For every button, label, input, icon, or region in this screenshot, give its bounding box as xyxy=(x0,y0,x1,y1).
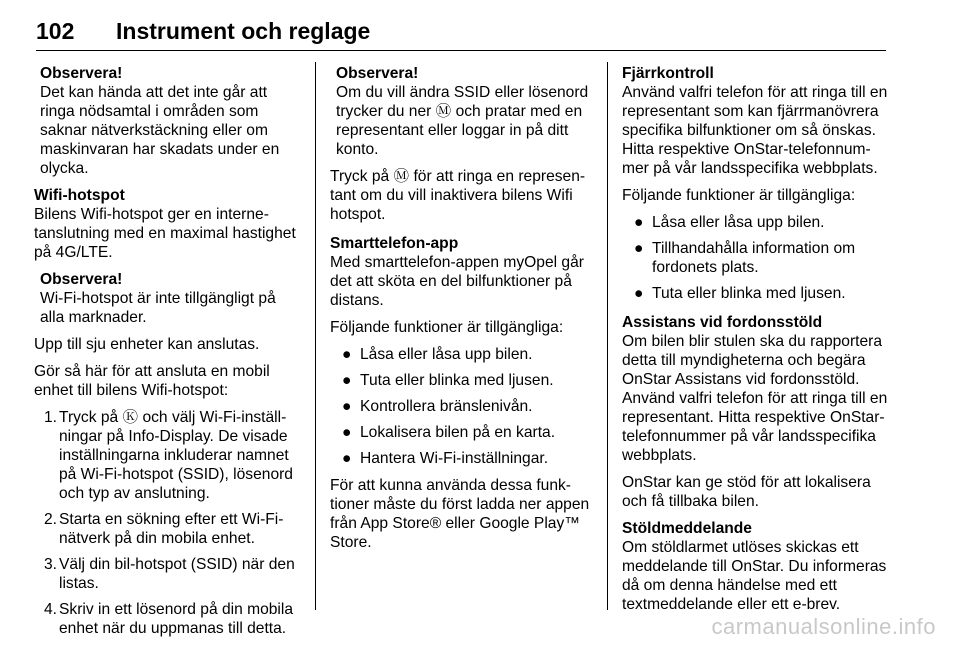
chapter-title: Instrument och reglage xyxy=(116,18,371,44)
bullet-icon: ● xyxy=(634,214,644,231)
note-title: Observera! xyxy=(40,271,123,288)
bullet-icon: ● xyxy=(634,240,644,257)
section-remote-control xyxy=(622,64,888,303)
steps-list xyxy=(34,408,298,638)
list-item xyxy=(34,555,298,593)
paragraph: Bilens Wifi-hotspot ger en internetanslutning med en maximal hastighet på 4G/LTE. xyxy=(34,206,296,261)
note-text: Om du vill ändra SSID eller lösenord trycker du ner Ⓜ och pratar med en representant eller loggar in på ditt konto. xyxy=(336,84,589,158)
bullet-icon: ● xyxy=(342,398,352,415)
page-header xyxy=(36,18,886,50)
column-2 xyxy=(330,64,596,560)
step-text: Välj din bil-hotspot (SSID) när den listas. xyxy=(59,556,295,592)
note-wifi-availability xyxy=(40,270,298,327)
bullet-icon: ● xyxy=(342,372,352,389)
list-item xyxy=(622,213,888,232)
paragraph: Upp till sju enheter kan anslutas. xyxy=(34,336,260,353)
section-title: Assistans vid fordonsstöld xyxy=(622,314,823,331)
step-number: 2. xyxy=(44,511,58,528)
step-number: 4. xyxy=(44,601,58,618)
paragraph: Om stöldlarmet utlöses skickas ett meddelande till OnStar. Du informeras då om denna händelse med ett textmeddelande eller ett e-brev. xyxy=(622,539,887,613)
paragraph: Med smarttelefon-appen myOpel går det att sköta en del bilfunktioner på distans. xyxy=(330,254,584,309)
column-3 xyxy=(622,64,888,622)
note-text: Det kan hända att det inte går att ringa nödsamtal i områden som saknar nätverkstäckning eller om maskinvaran har skadats under en olycka. xyxy=(40,84,280,177)
list-item xyxy=(34,408,298,503)
list-item xyxy=(330,371,596,390)
step-number: 3. xyxy=(44,556,58,573)
step-text: Skriv in ett lösenord på din mobila enhet när du uppmanas till detta. xyxy=(59,601,294,637)
list-item-text: Tuta eller blinka med ljusen. xyxy=(360,372,554,389)
list-item-text: Lokalisera bilen på en karta. xyxy=(360,424,556,441)
paragraph: Gör så här för att ansluta en mobil enhet till bilens Wifi-hotspot: xyxy=(34,363,270,399)
list-item-text: Tuta eller blinka med ljusen. xyxy=(652,285,846,302)
list-item xyxy=(330,423,596,442)
bullet-icon: ● xyxy=(342,346,352,363)
feature-list xyxy=(330,345,596,468)
paragraph: Om bilen blir stulen ska du rapportera detta till myndigheterna och begära OnStar Assistans vid fordonsstöld. Använd valfri telefon för att ringa till en representant. Hitta respektive OnStar-telefonnummer på vår landsspecifika webbplats. xyxy=(622,333,888,464)
section-smartphone-app xyxy=(330,234,596,552)
section-wifi-hotspot xyxy=(34,186,298,638)
list-item-text: Tillhandahålla information om fordonets plats. xyxy=(652,240,856,276)
paragraph: OnStar kan ge stöd för att lokalisera och få tillbaka bilen. xyxy=(622,474,871,510)
section-theft-alarm xyxy=(622,519,888,614)
list-item-text: Hantera Wi-Fi-inställningar. xyxy=(360,450,549,467)
paragraph: Följande funktioner är tillgängliga: xyxy=(622,187,856,204)
list-item xyxy=(34,600,298,638)
list-item xyxy=(330,449,596,468)
paragraph: Använd valfri telefon för att ringa till en representant som kan fjärrmanövrera specifika bilfunktioner om så önskas. Hitta respektive OnStar-telefonnummer på vår landsspecifika webbplats. xyxy=(622,84,888,177)
paragraph: För att kunna använda dessa funktioner måste du först ladda ner appen från App Store® eller Google Play™ Store. xyxy=(330,477,590,551)
step-text: Tryck på Ⓚ och välj Wi-Fi-inställningar på Info-Display. De visade inställningarna inkluderar namnet på Wi-Fi-hotspot (SSID), lösenord och typ av anslutning. xyxy=(59,409,293,502)
section-title: Fjärrkontroll xyxy=(622,65,714,82)
section-title: Smarttelefon-app xyxy=(330,235,459,252)
paragraph: Tryck på Ⓜ för att ringa en representant om du vill inaktivera bilens Wifi hotspot. xyxy=(330,168,586,223)
note-title: Observera! xyxy=(336,65,419,82)
list-item xyxy=(330,345,596,364)
bullet-icon: ● xyxy=(342,450,352,467)
list-item-text: Kontrollera bränslenivån. xyxy=(360,398,533,415)
step-text: Starta en sökning efter ett Wi-Fi-nätverk på din mobila enhet. xyxy=(59,511,284,547)
section-title: Wifi-hotspot xyxy=(34,187,125,204)
section-title: Stöldmeddelande xyxy=(622,520,752,537)
bullet-icon: ● xyxy=(634,285,644,302)
list-item xyxy=(330,397,596,416)
column-divider-1 xyxy=(315,62,316,610)
paragraph: Följande funktioner är tillgängliga: xyxy=(330,319,564,336)
step-number: 1. xyxy=(44,409,58,426)
list-item-text: Låsa eller låsa upp bilen. xyxy=(360,346,533,363)
list-item xyxy=(622,239,888,277)
list-item-text: Låsa eller låsa upp bilen. xyxy=(652,214,825,231)
header-divider xyxy=(36,50,886,51)
list-item xyxy=(622,284,888,303)
note-ssid xyxy=(336,64,596,159)
section-theft-assistance xyxy=(622,313,888,511)
feature-list xyxy=(622,213,888,303)
column-divider-2 xyxy=(607,62,608,610)
watermark: carmanualsonline.info xyxy=(711,614,936,639)
note-emergency xyxy=(40,64,298,178)
page-number: 102 xyxy=(36,18,75,44)
bullet-icon: ● xyxy=(342,424,352,441)
note-title: Observera! xyxy=(40,65,123,82)
note-text: Wi-Fi-hotspot är inte tillgängligt på alla marknader. xyxy=(40,290,276,326)
list-item xyxy=(34,510,298,548)
column-1 xyxy=(34,64,298,646)
